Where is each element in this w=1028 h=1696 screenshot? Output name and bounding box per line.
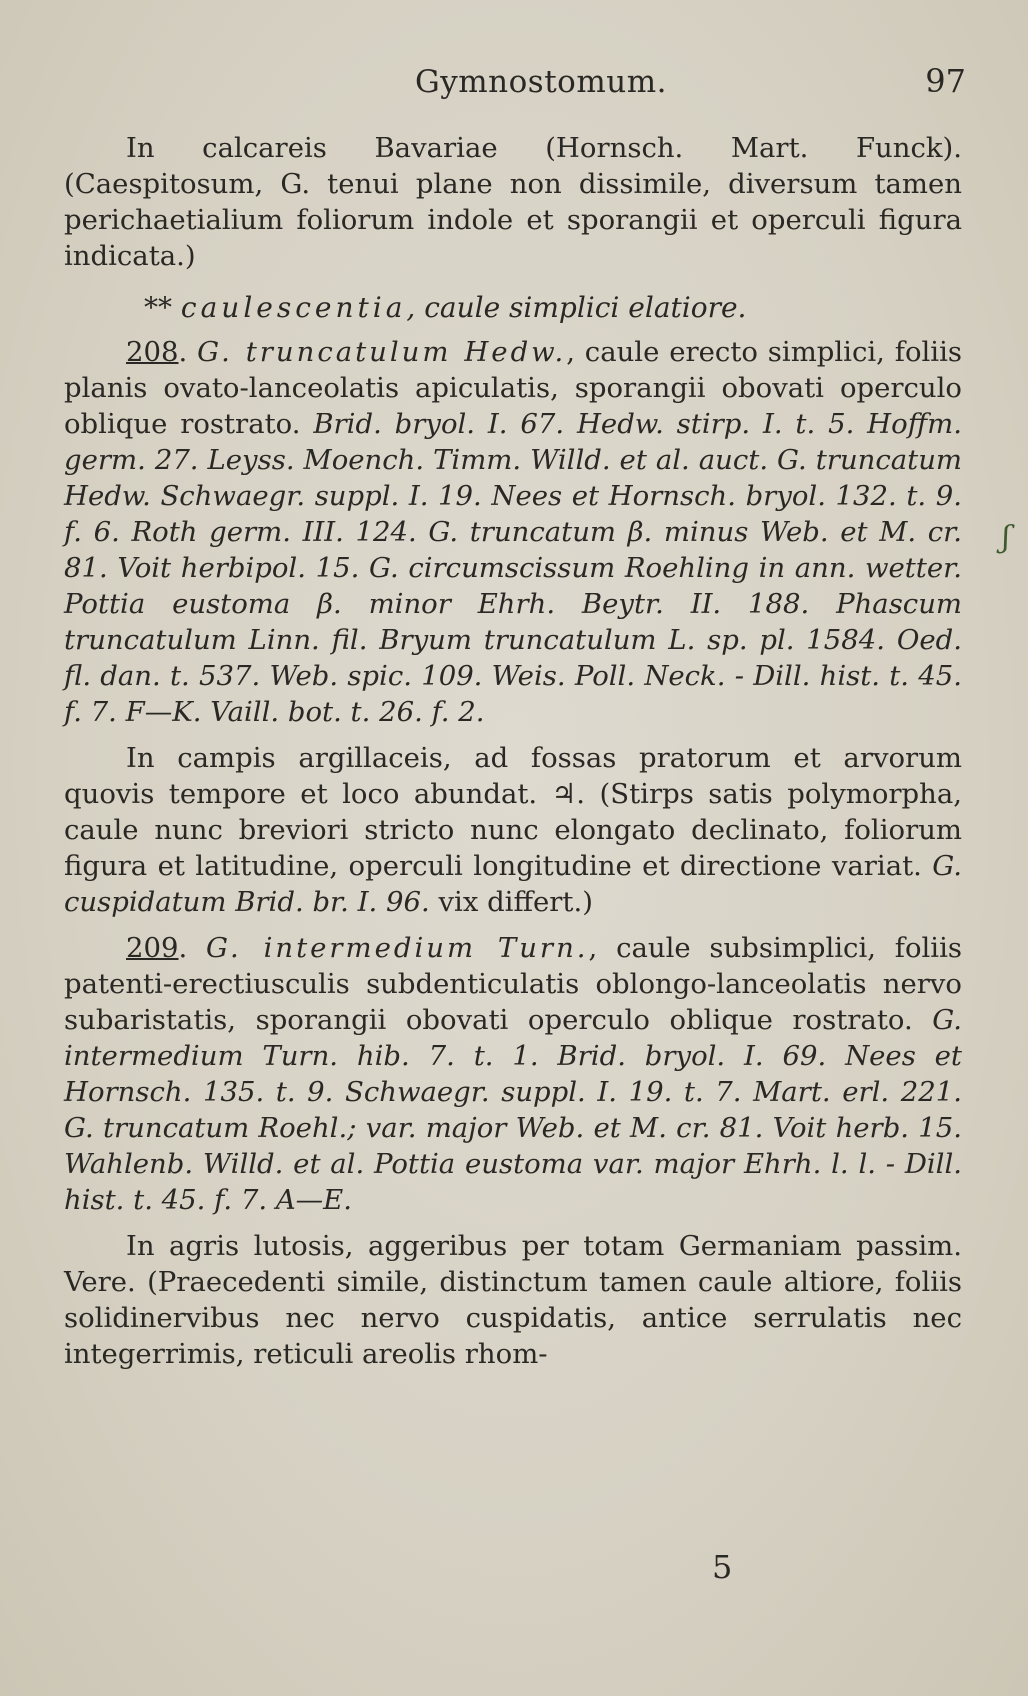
synonymy: G. intermedium Turn. hib. 7. t. 1. Brid. bryol. I. 69. Nees et Hornsch. 135. t. 9. Schwaegr. suppl. I. 19. t. 7. Mart. erl. 221. G. truncatum Roehl.; var. major Web. et M. cr. 81. Voit herb. 15. Wahlenb. Willd. et al. Pottia eustoma var. major Ehrh. l. l. - Dill. hist. t. 45. f. 7. A—E. xyxy=(64,1004,962,1216)
section-subheading xyxy=(64,290,962,326)
diagnosis: , caule erecto simplici, foliis planis ovato-lanceolatis apiculatis, sporangii obovati operculo oblique rostrato. xyxy=(64,336,963,440)
cross-reference: G. cuspidatum Brid. br. I. 96. xyxy=(64,850,962,918)
species-name: G. intermedium Turn. xyxy=(206,932,589,964)
subheading-rest: , caule simplici elatiore. xyxy=(406,291,747,324)
entry-208-paragraph: 208. G. truncatulum Hedw., caule erecto simplici, foliis planis ovato-lanceolatis apiculatis, sporangii obovati operculo oblique rostrato. Brid. bryol. I. 67. Hedw. stirp. I. t. 5. Hoffm. germ. 27. Leyss. Moench. Timm. Willd. et al. auct. G. truncatum Hedw. Schwaegr. suppl. I. 19. Nees et Hornsch. bryol. 132. t. 9. f. 6. Roth germ. III. 124. G. truncatum β. minus Web. et M. cr. 81. Voit herbipol. 15. G. circumscissum Roehling in ann. wetter. Pottia eustoma β. minor Ehrh. Beytr. II. 188. Phascum truncatulum Linn. fil. Bryum truncatulum L. sp. pl. 1584. Oed. fl. dan. t. 537. Web. spic. 109. Weis. Poll. Neck. - Dill. hist. t. 45. f. 7. F—K. Vaill. bot. t. 26. f. 2. xyxy=(64,336,963,728)
entry-209-paragraph: 209. G. intermedium Turn., caule subsimplici, foliis patenti-erectiusculis subdenticulatis oblongo-lanceolatis nervo subaristatis, sporangii obovati operculo oblique rostrato. G. intermedium Turn. hib. 7. t. 1. Brid. bryol. I. 69. Nees et Hornsch. 135. t. 9. Schwaegr. suppl. I. 19. t. 7. Mart. erl. 221. G. truncatum Roehl.; var. major Web. et M. cr. 81. Voit herb. 15. Wahlenb. Willd. et al. Pottia eustoma var. major Ehrh. l. l. - Dill. hist. t. 45. f. 7. A—E. xyxy=(64,932,963,1216)
entry-number: 208 xyxy=(126,336,179,368)
entry-208-habitat xyxy=(64,740,962,920)
running-title: Gymnostomum. xyxy=(415,64,667,100)
page-number: 97 xyxy=(925,62,966,100)
entry-209-habitat: In agris lutosis, aggeribus per totam Germaniam passim. Vere. (Praecedenti simile, distinctum tamen caule altiore, foliis solidinervibus nec nervo cuspidatis, antice serrulatis nec integerrimis, reticuli areolis rhom- xyxy=(64,1230,962,1370)
intro-paragraph: In calcareis Bavariae (Hornsch. Mart. Funck). (Caespitosum, G. tenui plane non dissimile, diversum tamen perichaetialium foliorum indole et sporangii et operculi figura indicata.) xyxy=(64,132,962,272)
signature-mark: 5 xyxy=(712,1548,733,1586)
subheading-term: caulescentia xyxy=(180,291,407,324)
cross-reference-tail: vix differt.) xyxy=(438,886,593,918)
page-header xyxy=(0,60,1028,110)
diagnosis: , caule subsimplici, foliis patenti-erectiusculis subdenticulatis oblongo-lanceolatis nervo subaristatis, sporangii obovati operculo oblique rostrato. xyxy=(64,932,963,1036)
margin-annotation-mark: ʃ xyxy=(1002,520,1011,555)
page-body xyxy=(64,130,962,1372)
entry-number: 209 xyxy=(126,932,179,964)
habitat-text: In campis argillaceis, ad fossas pratorum et arvorum quovis tempore et loco abundat. xyxy=(64,742,962,810)
species-name: G. truncatulum Hedw. xyxy=(197,336,567,368)
perennial-symbol: ♃ xyxy=(551,778,577,810)
subheading-stars: ** xyxy=(144,291,172,324)
synonymy: Brid. bryol. I. 67. Hedw. stirp. I. t. 5. Hoffm. germ. 27. Leyss. Moench. Timm. Willd. et al. auct. G. truncatum Hedw. Schwaegr. suppl. I. 19. Nees et Hornsch. bryol. 132. t. 9. f. 6. Roth germ. III. 124. G. truncatum β. minus Web. et M. cr. 81. Voit herbipol. 15. G. circumscissum Roehling in ann. wetter. Pottia eustoma β. minor Ehrh. Beytr. II. 188. Phascum truncatulum Linn. fil. Bryum truncatulum L. sp. pl. 1584. Oed. fl. dan. t. 537. Web. spic. 109. Weis. Poll. Neck. - Dill. hist. t. 45. f. 7. F—K. Vaill. bot. t. 26. f. 2. xyxy=(64,408,962,728)
habitat-note: . (Stirps satis polymorpha, caule nunc breviori stricto nunc elongato declinato, foliorum figura et latitudine, operculi longitudine et directione variat. xyxy=(64,778,962,882)
